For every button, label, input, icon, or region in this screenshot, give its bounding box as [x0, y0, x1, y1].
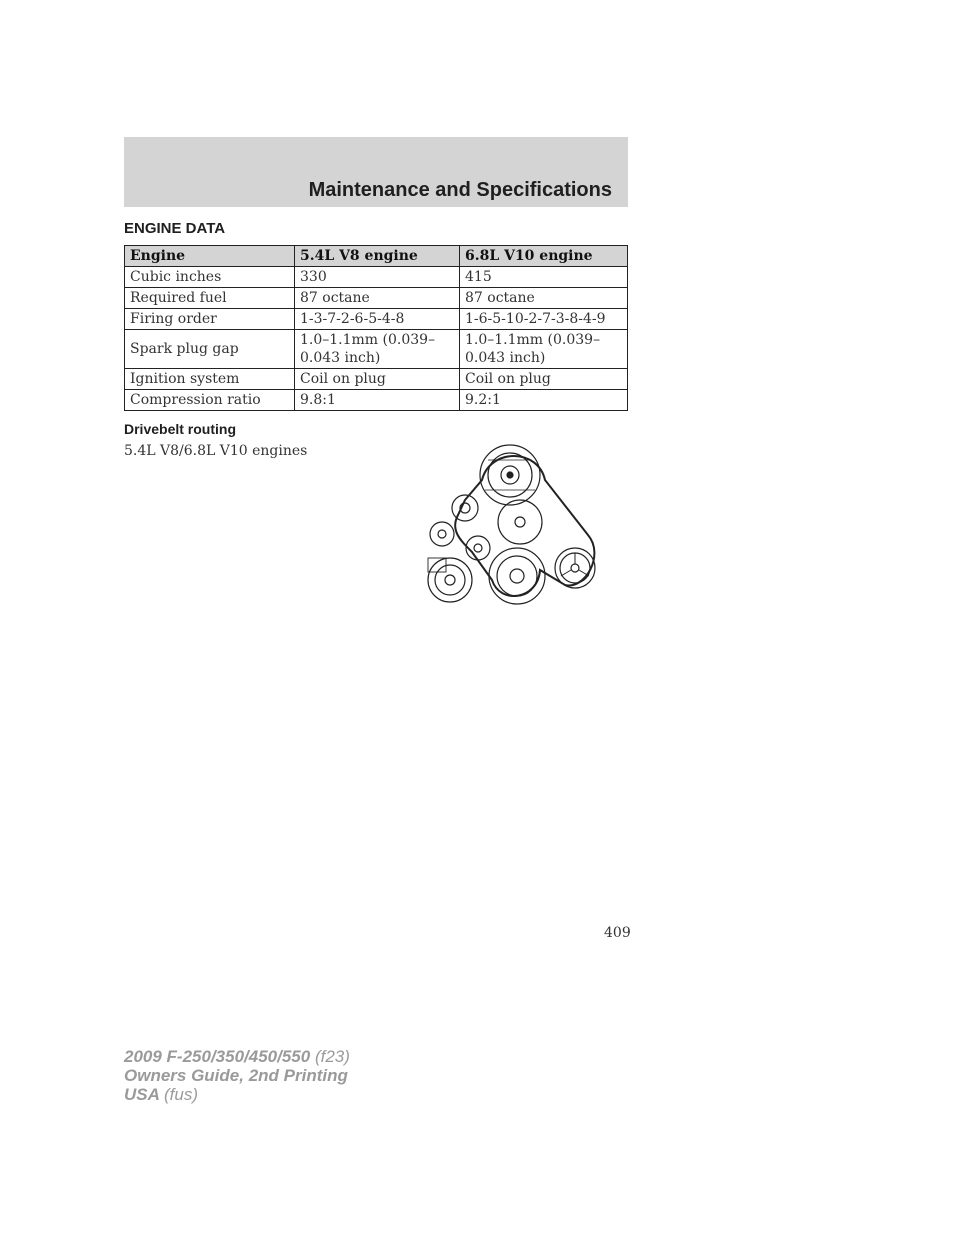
engine-data-table — [124, 245, 628, 411]
footer — [124, 1047, 350, 1104]
footer-market-code: (fus) — [164, 1085, 198, 1104]
header-band — [124, 137, 628, 207]
table-row — [125, 309, 628, 330]
table-cell: 1-3-7-2-6-5-4-8 — [295, 309, 460, 330]
table-header-cell: 6.8L V10 engine — [460, 246, 628, 267]
table-cell: 87 octane — [295, 288, 460, 309]
table-row — [125, 390, 628, 411]
table-cell: 415 — [460, 267, 628, 288]
table-cell: 1-6-5-10-2-7-3-8-4-9 — [460, 309, 628, 330]
table-row — [125, 288, 628, 309]
table-cell: 330 — [295, 267, 460, 288]
drivebelt-routing-diagram-icon — [420, 440, 610, 610]
table-cell: 9.2:1 — [460, 390, 628, 411]
page-title: Maintenance and Specifications — [308, 179, 612, 201]
drivebelt-heading: Drivebelt routing — [124, 421, 237, 437]
table-cell: 1.0–1.1mm (0.039–0.043 inch) — [460, 330, 628, 369]
table-cell: 1.0–1.1mm (0.039–0.043 inch) — [295, 330, 460, 369]
table-cell: Compression ratio — [125, 390, 295, 411]
table-row — [125, 330, 628, 369]
table-header-cell: Engine — [125, 246, 295, 267]
table-cell: Required fuel — [125, 288, 295, 309]
footer-market: USA — [124, 1085, 160, 1104]
table-cell: Coil on plug — [295, 369, 460, 390]
table-cell: Coil on plug — [460, 369, 628, 390]
table-cell: 87 octane — [460, 288, 628, 309]
footer-line-2: Owners Guide, 2nd Printing — [124, 1066, 348, 1085]
page-number: 409 — [604, 925, 631, 941]
footer-model-code: (f23) — [314, 1047, 350, 1066]
table-cell: Cubic inches — [125, 267, 295, 288]
table-cell: Firing order — [125, 309, 295, 330]
table-row — [125, 267, 628, 288]
table-header-row — [125, 246, 628, 267]
section-heading: ENGINE DATA — [124, 220, 226, 237]
footer-line-1 — [124, 1047, 350, 1066]
footer-model: 2009 F-250/350/450/550 — [124, 1047, 311, 1066]
table-row — [125, 369, 628, 390]
drivebelt-caption: 5.4L V8/6.8L V10 engines — [124, 443, 308, 459]
table-cell: 9.8:1 — [295, 390, 460, 411]
table-header-cell: 5.4L V8 engine — [295, 246, 460, 267]
footer-line-3 — [124, 1085, 350, 1104]
table-cell: Spark plug gap — [125, 330, 295, 369]
table-cell: Ignition system — [125, 369, 295, 390]
